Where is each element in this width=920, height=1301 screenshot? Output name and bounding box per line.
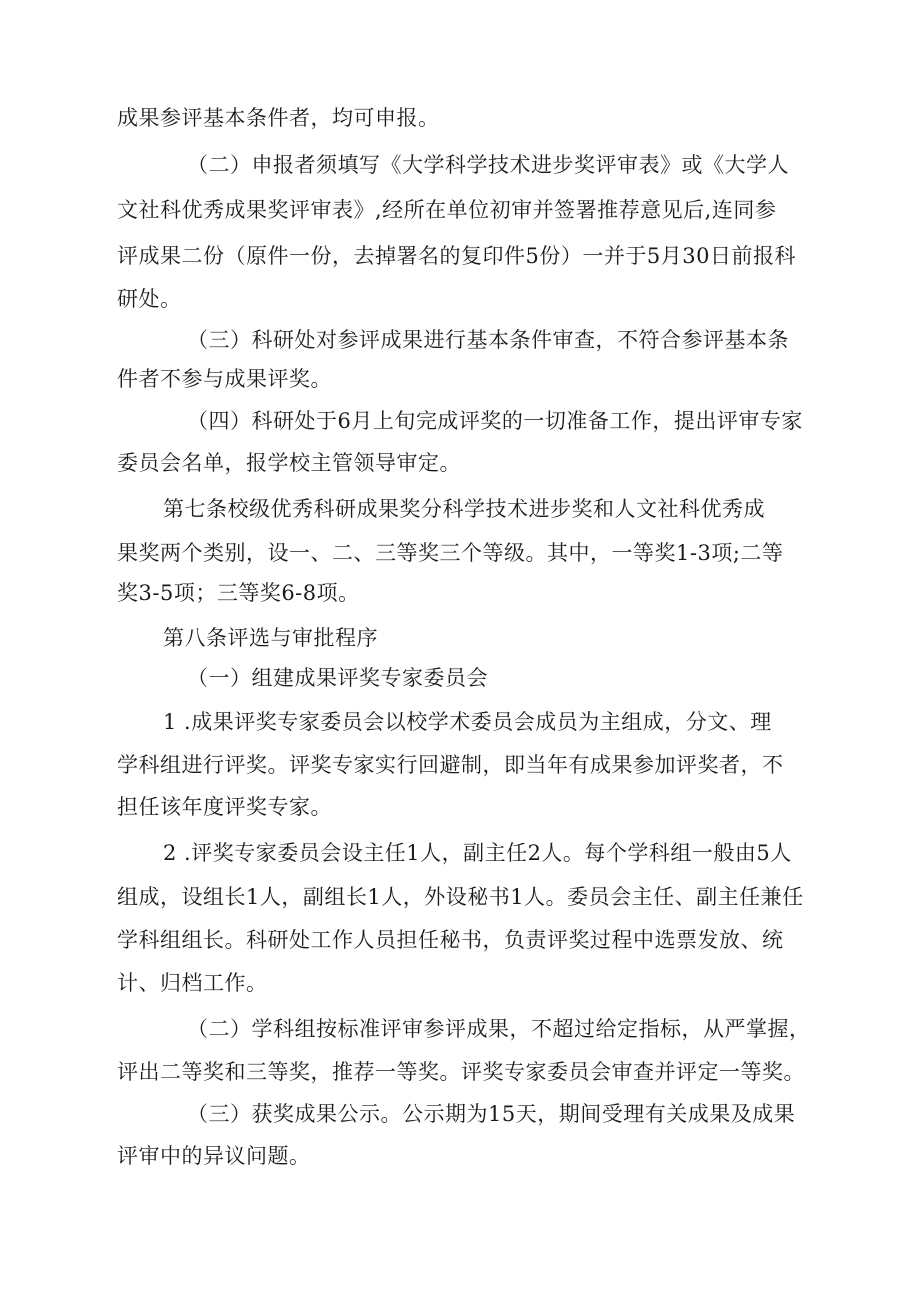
- text-line: （一）组建成果评奖专家委员会: [187, 666, 488, 690]
- text-line: 2 .评奖专家委员会设主任1人，副主任2人。每个学科组一般由5人: [163, 841, 792, 865]
- text-line: 评成果二份（原件一份，去掉署名的复印件5份）一并于5月30日前报科: [117, 244, 796, 268]
- text-line: （三）获奖成果公示。公示期为15天，期间受理有关成果及成果: [187, 1102, 796, 1126]
- text-line: （二）申报者须填写《大学科学技术进步奖评审表》或《大学人: [187, 153, 789, 177]
- text-line: 成果参评基本条件者，均可申报。: [117, 106, 440, 130]
- text-line: 学科组进行评奖。评奖专家实行回避制，即当年有成果参加评奖者，不: [117, 753, 784, 777]
- text-line: 奖3-5项；三等奖6-8项。: [117, 581, 360, 605]
- text-line: 果奖两个类别，设一、二、三等奖三个等级。其中，一等奖1-3项;二等: [117, 541, 784, 565]
- text-line: 评出二等奖和三等奖，推荐一等奖。评奖专家委员会审查并评定一等奖。: [117, 1060, 805, 1084]
- text-line: 评审中的异议问题。: [117, 1144, 311, 1168]
- text-line: （三）科研处对参评成果进行基本条件审查，不符合参评基本条: [187, 328, 789, 352]
- text-line: 件者不参与成果评奖。: [117, 367, 332, 391]
- text-line: 第八条评选与审批程序: [163, 626, 378, 650]
- text-line: 计、归档工作。: [117, 971, 268, 995]
- text-line: 1 .成果评奖专家委员会以校学术委员会成员为主组成，分文、理: [163, 710, 772, 734]
- text-line: （四）科研处于6月上旬完成评奖的一切准备工作，提出评审专家: [187, 409, 803, 433]
- text-line: 文社科优秀成果奖评审表》,经所在单位初审并签署推荐意见后,连同参: [117, 198, 777, 222]
- text-line: 研处。: [117, 287, 182, 311]
- text-line: （二）学科组按标准评审参评成果，不超过给定指标，从严掌握，: [187, 1017, 811, 1041]
- text-line: 第七条校级优秀科研成果奖分科学技术进步奖和人文社科优秀成: [163, 497, 765, 521]
- text-line: 学科组组长。科研处工作人员担任秘书，负责评奖过程中选票发放、统: [117, 928, 784, 952]
- text-line: 委员会名单，报学校主管领导审定。: [117, 451, 461, 475]
- text-line: 担任该年度评奖专家。: [117, 795, 332, 819]
- text-line: 组成，设组长1人，副组长1人，外设秘书1人。委员会主任、副主任兼任: [117, 885, 804, 909]
